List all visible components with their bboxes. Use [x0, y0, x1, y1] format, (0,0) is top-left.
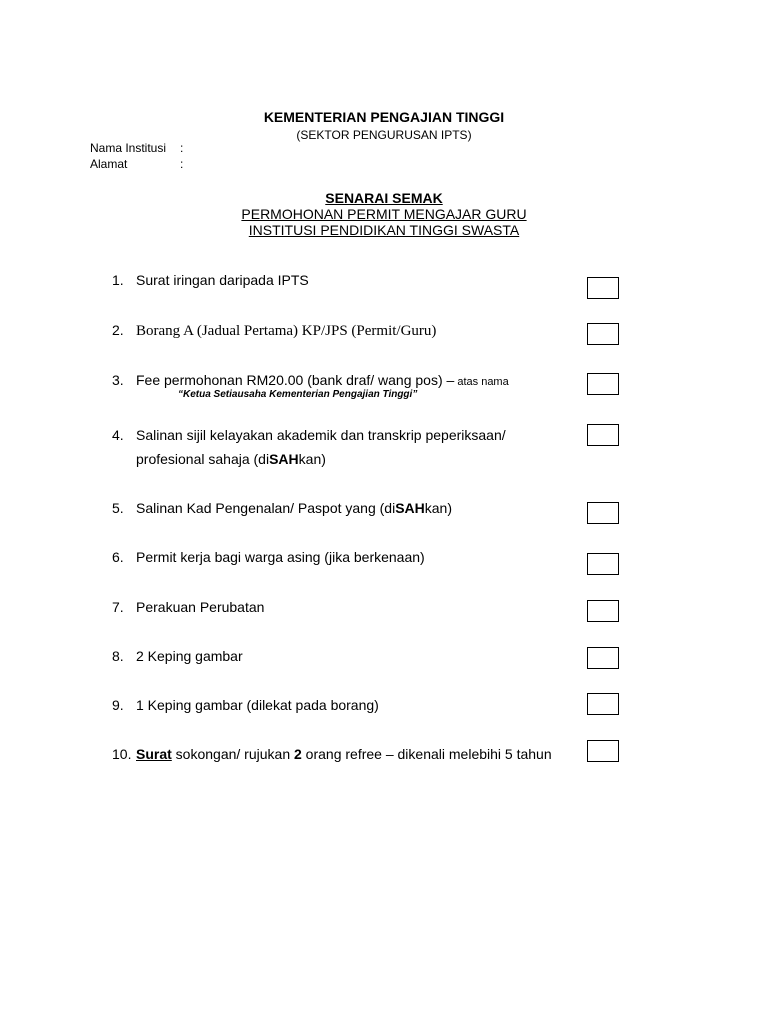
item-text: Permit kerja bagi warga asing (jika berkenaan) [136, 549, 425, 565]
field-alamat [90, 157, 184, 171]
sector-subtitle: (SEKTOR PENGURUSAN IPTS) [296, 128, 472, 142]
checklist-heading: SENARAI SEMAK [325, 190, 443, 206]
item-text: sokongan/ rujukan [171, 746, 294, 762]
ministry-title: KEMENTERIAN PENGAJIAN TINGGI [263, 109, 505, 125]
item-small-text: atas nama [454, 376, 509, 388]
checklist-item-4 [112, 423, 506, 471]
checkbox-item-2[interactable] [587, 323, 619, 345]
checkbox-item-9[interactable] [587, 693, 619, 715]
item-number: 7. [112, 599, 124, 615]
item-text-end: orang refree – dikenali melebihi 5 tahun [301, 746, 552, 762]
item-emphasis: 2 [294, 746, 302, 762]
item-number: 8. [112, 648, 124, 664]
item-text: 2 Keping gambar [136, 648, 243, 664]
item-number: 9. [112, 697, 124, 713]
field-label: Alamat [90, 157, 128, 171]
item-emphasis-underlined: Surat [136, 746, 172, 762]
item-text: Salinan Kad Pengenalan/ Paspot yang (di [136, 500, 396, 516]
item-number: 10. [112, 746, 132, 762]
checklist-subheading-1: PERMOHONAN PERMIT MENGAJAR GURU [241, 206, 527, 222]
item-number: 5. [112, 500, 124, 516]
field-nama-institusi [90, 141, 184, 155]
item-emphasis: SAH [269, 451, 299, 467]
item-text: Surat iringan daripada IPTS [136, 272, 309, 288]
item-emphasis: SAH [395, 500, 425, 516]
checklist-subheading-2: INSTITUSI PENDIDIKAN TINGGI SWASTA [248, 222, 520, 238]
checklist-item-1 [112, 268, 309, 292]
item-text: Fee permohonan RM20.00 (bank draf/ wang pos) – [136, 372, 455, 388]
item-text-cont: profesional sahaja (di [136, 451, 270, 467]
checkbox-item-3[interactable] [587, 373, 619, 395]
item-number: 6. [112, 549, 124, 565]
item-number: 4. [112, 427, 124, 443]
checkbox-item-5[interactable] [587, 502, 619, 524]
item-3-note: “Ketua Setiausaha Kementerian Pengajian Tinggi” [178, 389, 418, 400]
field-colon: : [180, 157, 184, 171]
checklist-item-8 [112, 644, 243, 668]
checklist-item-9 [112, 693, 379, 717]
item-text: Perakuan Perubatan [136, 599, 265, 615]
item-number: 2. [112, 322, 124, 338]
checklist-item-10 [112, 742, 552, 766]
field-colon: : [180, 141, 184, 155]
checkbox-item-6[interactable] [587, 553, 619, 575]
checklist-item-7 [112, 595, 264, 619]
item-text-end: kan) [298, 451, 326, 467]
item-number: 3. [112, 372, 124, 388]
field-label: Nama Institusi [90, 141, 167, 155]
item-text: 1 Keping gambar (dilekat pada borang) [136, 697, 379, 713]
checkbox-item-4[interactable] [587, 424, 619, 446]
checklist-item-6 [112, 545, 425, 569]
item-text: Borang A (Jadual Pertama) KP/JPS (Permit/Guru) [136, 323, 437, 339]
checkbox-item-8[interactable] [587, 647, 619, 669]
item-text-end: kan) [424, 500, 452, 516]
checkbox-item-7[interactable] [587, 600, 619, 622]
checklist-item-5 [112, 496, 452, 520]
item-text: Salinan sijil kelayakan akademik dan transkrip peperiksaan/ [136, 427, 506, 443]
checklist-item-2 [112, 318, 436, 343]
checkbox-item-1[interactable] [587, 277, 619, 299]
checkbox-item-10[interactable] [587, 740, 619, 762]
item-number: 1. [112, 272, 124, 288]
